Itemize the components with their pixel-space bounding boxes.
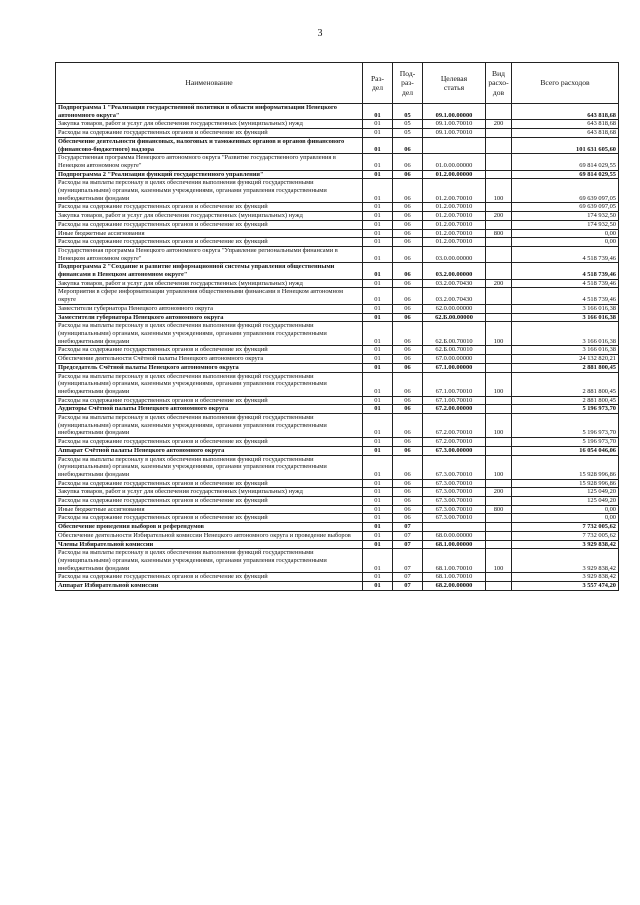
row-section-cell: 01	[363, 104, 393, 120]
row-expense-type-cell	[486, 405, 512, 414]
row-subsection-cell: 05	[393, 129, 423, 138]
row-article-cell: 09.1.00.00000	[423, 104, 486, 120]
row-subsection-cell: 06	[393, 497, 423, 506]
row-name-cell: Расходы на содержание государственных органов и обеспечение их функций	[56, 479, 363, 488]
row-total-cell: 0,00	[512, 514, 619, 523]
row-expense-type-cell	[486, 129, 512, 138]
row-expense-type-cell	[486, 304, 512, 313]
row-name-cell: Расходы на содержание государственных органов и обеспечение их функций	[56, 497, 363, 506]
row-subsection-cell: 06	[393, 488, 423, 497]
row-subsection-cell: 06	[393, 396, 423, 405]
page-number: 3	[317, 28, 323, 39]
row-subsection-cell: 06	[393, 263, 423, 279]
row-section-cell: 01	[363, 154, 393, 170]
row-article-cell: 01.2.00.70010	[423, 229, 486, 238]
expenditure-table	[55, 62, 619, 591]
table-row	[56, 438, 619, 447]
row-section-cell: 01	[363, 129, 393, 138]
row-total-cell: 4 518 739,46	[512, 279, 619, 288]
table-row	[56, 455, 619, 479]
row-article-cell: 67.2.00.70010	[423, 438, 486, 447]
row-expense-type-cell: 800	[486, 229, 512, 238]
table-row	[56, 220, 619, 229]
row-subsection-cell: 06	[393, 322, 423, 346]
row-subsection-cell: 06	[393, 405, 423, 414]
row-subsection-cell: 06	[393, 154, 423, 170]
table-header-row	[56, 63, 619, 104]
table-row	[56, 137, 619, 153]
row-section-cell: 01	[363, 582, 393, 591]
table-row	[56, 229, 619, 238]
row-subsection-cell: 06	[393, 372, 423, 396]
row-article-cell: 67.1.00.70010	[423, 396, 486, 405]
row-section-cell: 01	[363, 203, 393, 212]
table-row	[56, 531, 619, 540]
row-name-cell: Заместители губернатора Ненецкого автономного округа	[56, 304, 363, 313]
row-expense-type-cell	[486, 346, 512, 355]
row-section-cell: 01	[363, 505, 393, 514]
row-subsection-cell: 07	[393, 582, 423, 591]
row-article-cell: 67.3.00.70010	[423, 514, 486, 523]
row-article-cell: 62.Б.00.70010	[423, 322, 486, 346]
row-total-cell: 174 932,50	[512, 220, 619, 229]
row-total-cell: 7 732 005,62	[512, 523, 619, 532]
row-section-cell: 01	[363, 497, 393, 506]
row-expense-type-cell	[486, 363, 512, 372]
row-section-cell: 01	[363, 396, 393, 405]
table-row	[56, 573, 619, 582]
row-total-cell: 125 049,20	[512, 497, 619, 506]
table-row	[56, 540, 619, 549]
row-section-cell: 01	[363, 363, 393, 372]
row-total-cell: 643 818,68	[512, 120, 619, 129]
row-subsection-cell: 06	[393, 304, 423, 313]
table-row	[56, 288, 619, 304]
row-name-cell: Заместители губернатора Ненецкого автономного округа	[56, 313, 363, 322]
row-section-cell: 01	[363, 414, 393, 438]
row-expense-type-cell	[486, 104, 512, 120]
row-name-cell: Расходы на содержание государственных органов и обеспечение их функций	[56, 346, 363, 355]
table-row	[56, 405, 619, 414]
row-article-cell: 03.0.00.00000	[423, 246, 486, 262]
row-total-cell: 3 166 016,38	[512, 313, 619, 322]
row-name-cell: Мероприятия в сфере информатизации управления общественными финансами в Ненецком автономном округе	[56, 288, 363, 304]
row-expense-type-cell	[486, 220, 512, 229]
row-article-cell: 03.2.00.70430	[423, 279, 486, 288]
row-expense-type-cell: 100	[486, 455, 512, 479]
row-subsection-cell: 06	[393, 229, 423, 238]
row-section-cell: 01	[363, 246, 393, 262]
row-name-cell: Председатель Счётной палаты Ненецкого автономного округа	[56, 363, 363, 372]
row-article-cell: 67.1.00.70010	[423, 372, 486, 396]
row-total-cell: 4 518 739,46	[512, 288, 619, 304]
table-row	[56, 446, 619, 455]
row-expense-type-cell	[486, 137, 512, 153]
row-total-cell: 4 518 739,46	[512, 263, 619, 279]
row-article-cell: 01.2.00.70010	[423, 238, 486, 247]
row-name-cell: Расходы на выплаты персоналу в целях обеспечения выполнения функций государственными (муниципальными) органами, казенными учреждениями, органами управления государственными внебюджетными фондами	[56, 179, 363, 203]
row-total-cell: 0,00	[512, 505, 619, 514]
row-name-cell: Члены Избирательной комиссии	[56, 540, 363, 549]
row-section-cell: 01	[363, 120, 393, 129]
row-section-cell: 01	[363, 446, 393, 455]
row-subsection-cell: 06	[393, 179, 423, 203]
row-expense-type-cell: 200	[486, 488, 512, 497]
table-row	[56, 505, 619, 514]
row-total-cell: 24 132 820,21	[512, 355, 619, 364]
row-name-cell: Аппарат Счётной палаты Ненецкого автономного округа	[56, 446, 363, 455]
row-name-cell: Расходы на содержание государственных органов и обеспечение их функций	[56, 573, 363, 582]
row-total-cell: 125 049,20	[512, 488, 619, 497]
row-total-cell: 0,00	[512, 238, 619, 247]
row-article-cell: 67.3.00.70010	[423, 505, 486, 514]
row-article-cell: 67.3.00.70010	[423, 488, 486, 497]
row-subsection-cell: 06	[393, 288, 423, 304]
row-name-cell: Расходы на содержание государственных органов и обеспечение их функций	[56, 220, 363, 229]
row-subsection-cell: 06	[393, 212, 423, 221]
row-subsection-cell: 07	[393, 573, 423, 582]
row-expense-type-cell	[486, 497, 512, 506]
row-section-cell: 01	[363, 238, 393, 247]
row-expense-type-cell	[486, 246, 512, 262]
row-expense-type-cell	[486, 438, 512, 447]
row-section-cell: 01	[363, 455, 393, 479]
row-article-cell: 67.1.00.00000	[423, 363, 486, 372]
row-article-cell: 62.0.00.00000	[423, 304, 486, 313]
row-expense-type-cell	[486, 479, 512, 488]
table-row	[56, 355, 619, 364]
table-row	[56, 179, 619, 203]
row-article-cell: 67.0.00.00000	[423, 355, 486, 364]
row-total-cell: 2 881 800,45	[512, 363, 619, 372]
row-article-cell: 01.2.00.70010	[423, 220, 486, 229]
table-row	[56, 514, 619, 523]
row-expense-type-cell	[486, 540, 512, 549]
row-article-cell: 67.3.00.70010	[423, 497, 486, 506]
row-section-cell: 01	[363, 304, 393, 313]
table-row	[56, 322, 619, 346]
row-name-cell: Государственная программа Ненецкого автономного округа "Управление региональными финансами в Ненецком автономном округе"	[56, 246, 363, 262]
row-section-cell: 01	[363, 405, 393, 414]
row-name-cell: Иные бюджетные ассигнования	[56, 229, 363, 238]
row-article-cell: 68.1.00.70010	[423, 573, 486, 582]
row-subsection-cell: 07	[393, 531, 423, 540]
row-name-cell: Закупка товаров, работ и услуг для обеспечения государственных (муниципальных) нужд	[56, 212, 363, 221]
row-article-cell: 09.1.00.70010	[423, 120, 486, 129]
row-expense-type-cell: 200	[486, 212, 512, 221]
row-expense-type-cell: 200	[486, 120, 512, 129]
row-article-cell: 68.1.00.00000	[423, 540, 486, 549]
table-row	[56, 279, 619, 288]
row-article-cell: 03.2.00.00000	[423, 263, 486, 279]
row-expense-type-cell	[486, 203, 512, 212]
header-expense-type: Вид расхо- дов	[486, 63, 512, 104]
table-row	[56, 363, 619, 372]
row-section-cell: 01	[363, 170, 393, 179]
row-subsection-cell: 06	[393, 279, 423, 288]
row-total-cell: 643 818,68	[512, 104, 619, 120]
row-section-cell: 01	[363, 540, 393, 549]
row-section-cell: 01	[363, 438, 393, 447]
row-expense-type-cell	[486, 313, 512, 322]
row-expense-type-cell: 100	[486, 179, 512, 203]
row-name-cell: Аудиторы Счётной палаты Ненецкого автономного округа	[56, 405, 363, 414]
row-expense-type-cell	[486, 523, 512, 532]
row-subsection-cell: 06	[393, 246, 423, 262]
row-total-cell: 69 814 029,55	[512, 170, 619, 179]
row-expense-type-cell: 200	[486, 279, 512, 288]
row-total-cell: 15 928 996,86	[512, 455, 619, 479]
row-subsection-cell: 06	[393, 238, 423, 247]
row-name-cell: Обеспечение проведения выборов и референдумов	[56, 523, 363, 532]
row-name-cell: Закупка товаров, работ и услуг для обеспечения государственных (муниципальных) нужд	[56, 120, 363, 129]
row-name-cell: Расходы на содержание государственных органов и обеспечение их функций	[56, 203, 363, 212]
row-total-cell: 3 929 838,42	[512, 540, 619, 549]
row-total-cell: 0,00	[512, 229, 619, 238]
row-section-cell: 01	[363, 322, 393, 346]
row-article-cell: 67.3.00.70010	[423, 455, 486, 479]
table-row	[56, 414, 619, 438]
row-total-cell: 2 881 800,45	[512, 396, 619, 405]
row-expense-type-cell	[486, 573, 512, 582]
row-section-cell: 01	[363, 346, 393, 355]
table-row	[56, 372, 619, 396]
row-section-cell: 01	[363, 279, 393, 288]
row-name-cell: Иные бюджетные ассигнования	[56, 505, 363, 514]
row-section-cell: 01	[363, 531, 393, 540]
row-article-cell: 01.2.00.70010	[423, 203, 486, 212]
row-subsection-cell: 07	[393, 549, 423, 573]
row-section-cell: 01	[363, 137, 393, 153]
header-total: Всего расходов	[512, 63, 619, 104]
row-name-cell: Расходы на содержание государственных органов и обеспечение их функций	[56, 438, 363, 447]
row-section-cell: 01	[363, 179, 393, 203]
row-expense-type-cell	[486, 396, 512, 405]
row-expense-type-cell	[486, 288, 512, 304]
row-article-cell: 03.2.00.70430	[423, 288, 486, 304]
row-name-cell: Подпрограмма 1 "Реализация государственной политики в области информатизации Ненецкого автономного округа"	[56, 104, 363, 120]
row-total-cell: 5 196 973,70	[512, 414, 619, 438]
row-section-cell: 01	[363, 220, 393, 229]
row-subsection-cell: 06	[393, 479, 423, 488]
table-row	[56, 129, 619, 138]
row-expense-type-cell	[486, 355, 512, 364]
table-row	[56, 523, 619, 532]
row-article-cell	[423, 137, 486, 153]
table-row	[56, 549, 619, 573]
row-name-cell: Расходы на выплаты персоналу в целях обеспечения выполнения функций государственными (муниципальными) органами, казенными учреждениями, органами управления государственными внебюджетными фондами	[56, 322, 363, 346]
row-article-cell: 68.1.00.70010	[423, 549, 486, 573]
row-section-cell: 01	[363, 523, 393, 532]
row-total-cell: 643 818,68	[512, 129, 619, 138]
row-total-cell: 15 928 996,86	[512, 479, 619, 488]
row-subsection-cell: 06	[393, 414, 423, 438]
row-subsection-cell: 07	[393, 523, 423, 532]
row-expense-type-cell: 800	[486, 505, 512, 514]
row-article-cell: 01.2.00.70010	[423, 179, 486, 203]
row-article-cell: 01.2.00.70010	[423, 212, 486, 221]
row-article-cell: 68.2.00.00000	[423, 582, 486, 591]
row-section-cell: 01	[363, 313, 393, 322]
row-expense-type-cell	[486, 154, 512, 170]
row-section-cell: 01	[363, 549, 393, 573]
row-name-cell: Расходы на содержание государственных органов и обеспечение их функций	[56, 396, 363, 405]
row-total-cell: 101 631 605,60	[512, 137, 619, 153]
row-section-cell: 01	[363, 372, 393, 396]
row-subsection-cell: 06	[393, 438, 423, 447]
row-subsection-cell: 05	[393, 104, 423, 120]
row-expense-type-cell	[486, 582, 512, 591]
row-article-cell: 62.Б.00.70010	[423, 346, 486, 355]
table-row	[56, 479, 619, 488]
table-row	[56, 203, 619, 212]
row-article-cell: 01.2.00.00000	[423, 170, 486, 179]
table-row	[56, 497, 619, 506]
row-subsection-cell: 06	[393, 313, 423, 322]
row-total-cell: 3 166 016,38	[512, 346, 619, 355]
row-section-cell: 01	[363, 514, 393, 523]
table-row	[56, 170, 619, 179]
row-section-cell: 01	[363, 263, 393, 279]
row-expense-type-cell: 100	[486, 549, 512, 573]
row-section-cell: 01	[363, 355, 393, 364]
row-subsection-cell: 06	[393, 505, 423, 514]
table-row	[56, 582, 619, 591]
row-expense-type-cell: 100	[486, 372, 512, 396]
row-total-cell: 3 557 474,20	[512, 582, 619, 591]
header-name: Наименование	[56, 63, 363, 104]
table-row	[56, 346, 619, 355]
row-article-cell: 62.Б.00.00000	[423, 313, 486, 322]
row-section-cell: 01	[363, 573, 393, 582]
row-subsection-cell: 06	[393, 514, 423, 523]
row-expense-type-cell	[486, 514, 512, 523]
row-expense-type-cell	[486, 238, 512, 247]
row-section-cell: 01	[363, 288, 393, 304]
row-subsection-cell: 06	[393, 446, 423, 455]
row-name-cell: Расходы на содержание государственных органов и обеспечение их функций	[56, 238, 363, 247]
row-article-cell	[423, 523, 486, 532]
row-total-cell: 4 518 739,46	[512, 246, 619, 262]
row-name-cell: Расходы на выплаты персоналу в целях обеспечения выполнения функций государственными (муниципальными) органами, казенными учреждениями, органами управления государственными внебюджетными фондами	[56, 372, 363, 396]
row-name-cell: Обеспечение деятельности Счётной палаты Ненецкого автономного округа	[56, 355, 363, 364]
header-section: Раз- дел	[363, 63, 393, 104]
row-article-cell: 67.3.00.00000	[423, 446, 486, 455]
table-row	[56, 488, 619, 497]
row-article-cell: 67.2.00.00000	[423, 405, 486, 414]
row-total-cell: 3 166 016,38	[512, 322, 619, 346]
row-name-cell: Закупка товаров, работ и услуг для обеспечения государственных (муниципальных) нужд	[56, 488, 363, 497]
row-total-cell: 3 929 838,42	[512, 573, 619, 582]
row-name-cell: Расходы на содержание государственных органов и обеспечение их функций	[56, 129, 363, 138]
row-expense-type-cell	[486, 531, 512, 540]
header-subsection: Под- раз- дел	[393, 63, 423, 104]
row-subsection-cell: 06	[393, 170, 423, 179]
row-section-cell: 01	[363, 212, 393, 221]
row-total-cell: 3 929 838,42	[512, 549, 619, 573]
table-row	[56, 263, 619, 279]
row-article-cell: 68.0.00.00000	[423, 531, 486, 540]
row-subsection-cell: 06	[393, 203, 423, 212]
row-article-cell: 09.1.00.70010	[423, 129, 486, 138]
row-subsection-cell: 06	[393, 137, 423, 153]
table-row	[56, 246, 619, 262]
row-total-cell: 7 732 005,62	[512, 531, 619, 540]
row-expense-type-cell	[486, 263, 512, 279]
table-row	[56, 212, 619, 221]
row-article-cell: 01.0.00.00000	[423, 154, 486, 170]
row-name-cell: Подпрограмма 2 "Реализация функций государственного управления"	[56, 170, 363, 179]
row-total-cell: 69 814 029,55	[512, 154, 619, 170]
row-total-cell: 5 196 973,70	[512, 405, 619, 414]
table-row	[56, 154, 619, 170]
row-expense-type-cell: 100	[486, 414, 512, 438]
row-section-cell: 01	[363, 479, 393, 488]
header-article: Целевая статья	[423, 63, 486, 104]
row-name-cell: Закупка товаров, работ и услуг для обеспечения государственных (муниципальных) нужд	[56, 279, 363, 288]
row-expense-type-cell	[486, 170, 512, 179]
row-name-cell: Аппарат Избирательной комиссии	[56, 582, 363, 591]
row-name-cell: Расходы на выплаты персоналу в целях обеспечения выполнения функций государственными (муниципальными) органами, казенными учреждениями, органами управления государственными внебюджетными фондами	[56, 455, 363, 479]
row-name-cell: Государственная программа Ненецкого автономного округа "Развитие государственного управления в Ненецком автономном округе"	[56, 154, 363, 170]
row-article-cell: 67.2.00.70010	[423, 414, 486, 438]
row-subsection-cell: 05	[393, 120, 423, 129]
row-subsection-cell: 06	[393, 346, 423, 355]
table-row	[56, 120, 619, 129]
row-total-cell: 3 166 016,38	[512, 304, 619, 313]
row-subsection-cell: 06	[393, 363, 423, 372]
row-name-cell: Расходы на выплаты персоналу в целях обеспечения выполнения функций государственными (муниципальными) органами, казенными учреждениями, органами управления государственными внебюджетными фондами	[56, 414, 363, 438]
row-section-cell: 01	[363, 229, 393, 238]
table-row	[56, 238, 619, 247]
row-expense-type-cell: 100	[486, 322, 512, 346]
row-subsection-cell: 06	[393, 455, 423, 479]
table-row	[56, 104, 619, 120]
row-total-cell: 174 932,50	[512, 212, 619, 221]
row-article-cell: 67.3.00.70010	[423, 479, 486, 488]
row-name-cell: Расходы на содержание государственных органов и обеспечение их функций	[56, 514, 363, 523]
row-subsection-cell: 06	[393, 355, 423, 364]
row-total-cell: 5 196 973,70	[512, 438, 619, 447]
row-subsection-cell: 07	[393, 540, 423, 549]
row-name-cell: Подпрограмма 2 "Создание и развитие информационной системы управления общественными финансами в Ненецком автономном округе"	[56, 263, 363, 279]
row-total-cell: 16 054 046,06	[512, 446, 619, 455]
table-row	[56, 313, 619, 322]
row-section-cell: 01	[363, 488, 393, 497]
row-total-cell: 69 639 097,05	[512, 203, 619, 212]
row-name-cell: Обеспечение деятельности финансовых, налоговых и таможенных органов и органов финансового (финансово-бюджетного) надзора	[56, 137, 363, 153]
row-subsection-cell: 06	[393, 220, 423, 229]
table-row	[56, 304, 619, 313]
row-expense-type-cell	[486, 446, 512, 455]
row-name-cell: Обеспечение деятельности Избирательной комиссии Ненецкого автономного округа и проведение выборов	[56, 531, 363, 540]
row-total-cell: 69 639 097,05	[512, 179, 619, 203]
table-row	[56, 396, 619, 405]
row-total-cell: 2 881 800,45	[512, 372, 619, 396]
row-name-cell: Расходы на выплаты персоналу в целях обеспечения выполнения функций государственными (муниципальными) органами, казенными учреждениями, органами управления государственными внебюджетными фондами	[56, 549, 363, 573]
